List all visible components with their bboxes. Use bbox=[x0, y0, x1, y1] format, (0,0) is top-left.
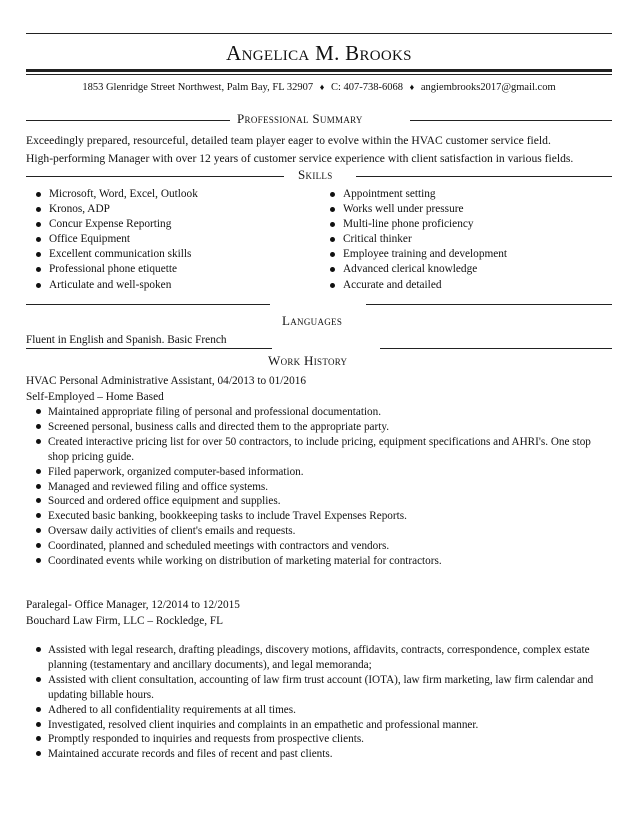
skill-item: Microsoft, Word, Excel, Outlook bbox=[34, 187, 198, 202]
summary-right-rule bbox=[410, 120, 612, 121]
duty-item: Sourced and ordered office equipment and supplies. bbox=[34, 494, 612, 509]
duty-item: Oversaw daily activities of client's emails and requests. bbox=[34, 524, 612, 539]
job-company: Bouchard Law Firm, LLC – Rockledge, FL bbox=[26, 615, 224, 627]
skill-item: Excellent communication skills bbox=[34, 247, 198, 262]
duty-item: Promptly responded to inquiries and requests from prospective clients. bbox=[34, 732, 604, 747]
summary-heading: Professional Summary bbox=[237, 111, 363, 126]
skill-item: Advanced clerical knowledge bbox=[328, 262, 507, 277]
contact-address: 1853 Glenridge Street Northwest, Palm Bay, FL 32907 bbox=[82, 82, 314, 93]
skill-item: Concur Expense Reporting bbox=[34, 217, 198, 232]
skills-list-left bbox=[34, 187, 198, 293]
job-title: HVAC Personal Administrative Assistant, 04/2013 to 01/2016 bbox=[26, 375, 307, 387]
candidate-name: Angelica M. Brooks bbox=[226, 41, 412, 65]
skill-item: Professional phone etiquette bbox=[34, 262, 198, 277]
skills-left-rule bbox=[26, 176, 284, 177]
duty-item: Executed basic banking, bookkeeping tasks to include Travel Expenses Reports. bbox=[34, 509, 612, 524]
job-company: Self-Employed – Home Based bbox=[26, 391, 164, 403]
duty-item: Maintained appropriate filing of personal and professional documentation. bbox=[34, 405, 612, 420]
contact-line bbox=[0, 82, 638, 93]
skill-item: Office Equipment bbox=[34, 232, 198, 247]
skill-item: Kronos, ADP bbox=[34, 202, 198, 217]
languages-right-rule bbox=[366, 304, 612, 305]
summary-left-rule bbox=[26, 120, 230, 121]
languages-underline-left bbox=[26, 348, 272, 349]
duty-item: Managed and reviewed filing and office systems. bbox=[34, 480, 612, 495]
duty-item: Adhered to all confidentiality requirements at all times. bbox=[34, 703, 604, 718]
languages-underline-right bbox=[380, 348, 612, 349]
skill-item: Multi-line phone proficiency bbox=[328, 217, 507, 232]
languages-heading: Languages bbox=[282, 313, 343, 328]
summary-text bbox=[26, 132, 616, 168]
duty-item: Investigated, resolved client inquiries and complaints in an empathetic and professional manner. bbox=[34, 718, 604, 733]
languages-left-rule bbox=[26, 304, 270, 305]
summary-line: Exceedingly prepared, resourceful, detailed team player eager to evolve within the HVAC customer service field. bbox=[26, 134, 551, 147]
skill-item: Critical thinker bbox=[328, 232, 507, 247]
job-duties-list bbox=[34, 643, 604, 762]
job-title: Paralegal- Office Manager, 12/2014 to 12/2015 bbox=[26, 599, 240, 611]
name-underline-rule bbox=[26, 69, 612, 72]
skill-item: Articulate and well-spoken bbox=[34, 278, 198, 293]
skill-item: Appointment setting bbox=[328, 187, 507, 202]
duty-item: Filed paperwork, organized computer-based information. bbox=[34, 465, 612, 480]
duty-item: Coordinated events while working on distribution of marketing material for contractors. bbox=[34, 554, 612, 569]
duty-item: Assisted with legal research, drafting pleadings, discovery motions, affidavits, contracts, correspondence, complex estate planning (testamentary and ancillary documents), and legal memoranda; bbox=[34, 643, 604, 673]
skills-list-right bbox=[328, 187, 507, 293]
skills-heading: Skills bbox=[298, 167, 333, 182]
diamond-separator-icon: ♦ bbox=[409, 82, 415, 92]
duty-item: Coordinated, planned and scheduled meetings with contractors and vendors. bbox=[34, 539, 612, 554]
contact-phone: C: 407-738-6068 bbox=[330, 82, 404, 93]
languages-text: Fluent in English and Spanish. Basic French bbox=[26, 334, 227, 346]
contact-email: angiembrooks2017@gmail.com bbox=[420, 82, 556, 93]
duty-item: Assisted with client consultation, accounting of law firm trust account (IOTA), law firm marketing, law firm calendar and updating billable hours. bbox=[34, 673, 604, 703]
skill-item: Accurate and detailed bbox=[328, 278, 507, 293]
summary-line: High-performing Manager with over 12 years of customer service experience with client satisfaction in various fields. bbox=[26, 152, 574, 165]
skill-item: Employee training and development bbox=[328, 247, 507, 262]
duty-item: Screened personal, business calls and directed them to the appropriate party. bbox=[34, 420, 612, 435]
top-rule bbox=[26, 33, 612, 34]
duty-item: Created interactive pricing list for over 50 contractors, to include pricing, equipment specifications and AHRI's. One stop shop pricing guide. bbox=[34, 435, 612, 465]
job-duties-list bbox=[34, 405, 612, 569]
work-history-heading: Work History bbox=[268, 353, 348, 368]
skill-item: Works well under pressure bbox=[328, 202, 507, 217]
name-underline-thin-rule bbox=[26, 74, 612, 75]
diamond-separator-icon: ♦ bbox=[319, 82, 325, 92]
skills-right-rule bbox=[356, 176, 612, 177]
duty-item: Maintained accurate records and files of recent and past clients. bbox=[34, 747, 604, 762]
